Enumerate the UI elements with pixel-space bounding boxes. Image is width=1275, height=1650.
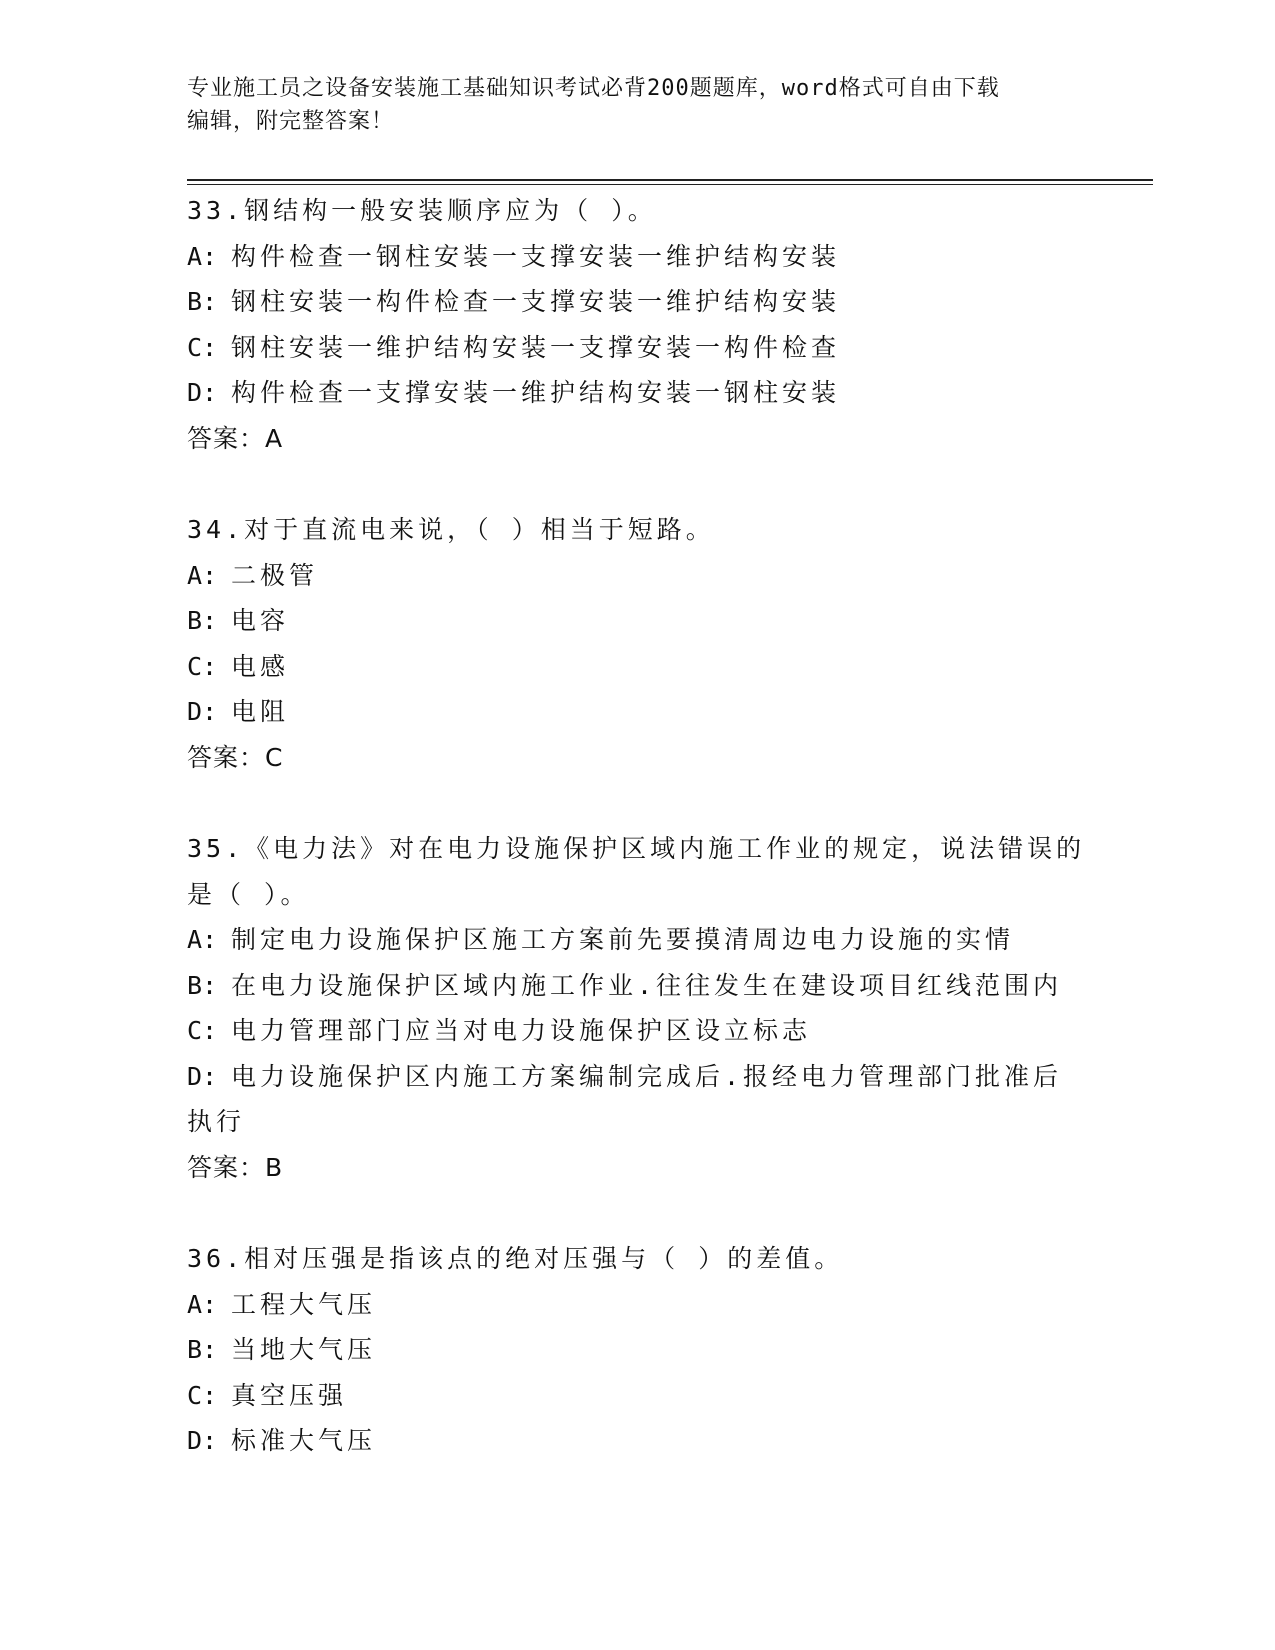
option-b — [187, 598, 1087, 644]
option-label: C: — [187, 332, 218, 362]
answer: 答案：A — [187, 423, 284, 453]
option-label: B: — [187, 970, 218, 1000]
question-stem: 34.对于直流电来说，（ ）相当于短路。 — [187, 515, 715, 544]
option-label: D: — [187, 1426, 218, 1455]
option-text: 钢柱安装一维护结构安装一支撑安装一构件检查 — [231, 332, 841, 362]
option-text: 电阻 — [231, 697, 290, 726]
question-list — [187, 188, 1087, 1510]
option-text: 标准大气压 — [231, 1426, 377, 1455]
header-title-line-1: 专业施工员之设备安装施工基础知识考试必背200题题库，word格式可自由下载 — [187, 76, 1000, 101]
answer: 答案：C — [187, 742, 284, 772]
option-label: A: — [187, 241, 218, 271]
question-35 — [187, 826, 1087, 1190]
option-c — [187, 325, 1087, 371]
option-a — [187, 1282, 1087, 1328]
option-label: A: — [187, 925, 218, 954]
option-text: 构件检查一支撑安装一维护结构安装一钢柱安装 — [231, 378, 841, 407]
header-divider-thick — [187, 179, 1153, 181]
question-stem: 35.《电力法》对在电力设施保护区域内施工作业的规定，说法错误的是（ ）。 — [187, 834, 1086, 909]
option-text: 在电力设施保护区域内施工作业.往往发生在建设项目红线范围内 — [231, 970, 1063, 1000]
option-label: D: — [187, 1061, 218, 1091]
option-d — [187, 689, 1087, 735]
option-label: A: — [187, 560, 218, 590]
question-34 — [187, 507, 1087, 780]
option-text: 钢柱安装一构件检查一支撑安装一维护结构安装 — [231, 287, 841, 316]
option-label: D: — [187, 378, 218, 407]
document-header — [187, 72, 1067, 138]
option-c — [187, 644, 1087, 690]
option-c — [187, 1373, 1087, 1419]
question-36 — [187, 1236, 1087, 1464]
option-a — [187, 234, 1087, 280]
option-b — [187, 279, 1087, 325]
option-b — [187, 1327, 1087, 1373]
option-label: A: — [187, 1289, 218, 1319]
option-d — [187, 1054, 1087, 1145]
option-label: D: — [187, 697, 218, 726]
option-text: 电力管理部门应当对电力设施保护区设立标志 — [231, 1016, 812, 1045]
option-c — [187, 1008, 1087, 1054]
option-text: 构件检查一钢柱安装一支撑安装一维护结构安装 — [231, 241, 841, 271]
option-label: C: — [187, 651, 218, 681]
answer: 答案：B — [187, 1152, 284, 1182]
question-stem: 36.相对压强是指该点的绝对压强与（ ）的差值。 — [187, 1244, 844, 1273]
option-a — [187, 553, 1087, 599]
option-text: 电力设施保护区内施工方案编制完成后.报经电力管理部门批准后执行 — [187, 1061, 1063, 1136]
question-stem: 33.钢结构一般安装顺序应为（ ）。 — [187, 196, 657, 225]
option-d — [187, 1418, 1087, 1464]
option-text: 当地大气压 — [231, 1335, 377, 1364]
option-label: C: — [187, 1380, 218, 1410]
option-text: 电感 — [231, 651, 290, 681]
option-a — [187, 917, 1087, 963]
option-label: C: — [187, 1016, 218, 1045]
option-label: B: — [187, 1335, 218, 1364]
option-text: 真空压强 — [231, 1380, 348, 1410]
option-d — [187, 370, 1087, 416]
header-title-line-2: 编辑，附完整答案！ — [187, 109, 395, 134]
option-label: B: — [187, 287, 218, 316]
option-text: 电容 — [231, 606, 290, 635]
option-text: 制定电力设施保护区施工方案前先要摸清周边电力设施的实情 — [231, 925, 1015, 954]
question-33 — [187, 188, 1087, 461]
option-label: B: — [187, 606, 218, 635]
option-b — [187, 963, 1087, 1009]
header-divider-thin — [187, 184, 1153, 185]
option-text: 工程大气压 — [231, 1289, 377, 1319]
option-text: 二极管 — [231, 560, 319, 590]
